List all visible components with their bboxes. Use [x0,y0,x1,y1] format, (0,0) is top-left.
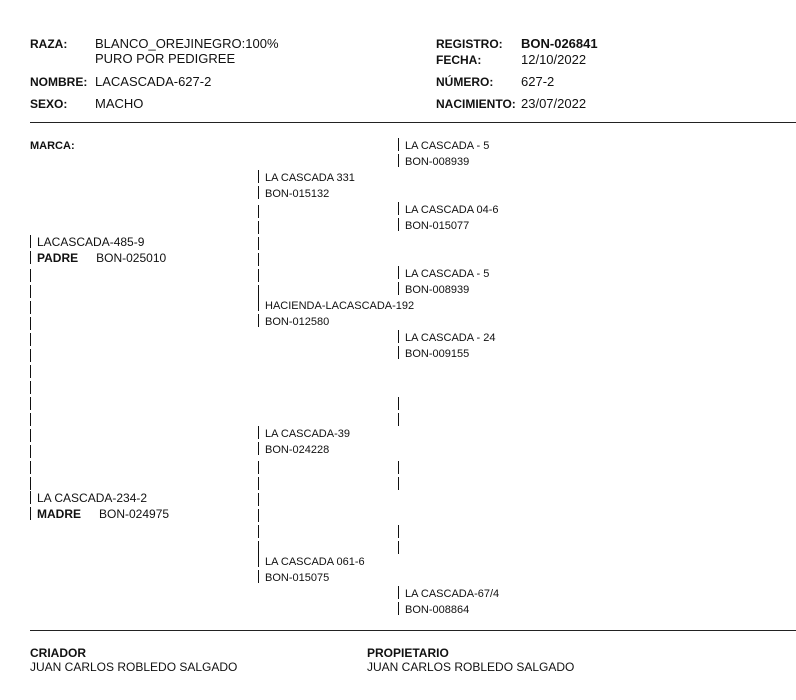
connector-bar [30,365,31,378]
ancestor-gen2-1 [258,170,355,202]
ancestor-gen3-5 [398,586,499,618]
connector-bar [30,397,31,410]
connector-bar [258,525,259,538]
ancestor-name: HACIENDA-LACASCADA-192 [265,300,415,312]
ancestor-name: LA CASCADA 331 [265,172,355,184]
raza-value-line2: PURO POR PEDIGREE [95,51,236,66]
connector-bar [30,477,31,490]
ancestor-gen3-3 [398,266,489,298]
fecha-label: FECHA: [436,53,482,67]
ancestor-gen2-3 [258,426,350,458]
footer-divider [30,630,796,631]
ancestor-name: LA CASCADA-67/4 [405,588,500,600]
connector-bar [258,205,259,218]
empty-slot-bar [398,525,399,538]
sexo-label: SEXO: [30,97,68,111]
ancestor-reg: BON-008939 [405,284,470,296]
raza-label: RAZA: [30,37,68,51]
ancestor-name: LA CASCADA - 5 [405,268,490,280]
sire-name: LACASCADA-485-9 [37,235,145,249]
ancestor-gen3-4 [398,330,496,362]
connector-bar [258,461,259,474]
ancestor-reg: BON-008939 [405,156,470,168]
ancestor-reg: BON-008864 [405,604,470,616]
ancestor-name: LA CASCADA-39 [265,428,350,440]
nacimiento-label: NACIMIENTO: [436,97,516,111]
empty-slot-bar [398,461,399,474]
ancestor-reg: BON-015077 [405,220,470,232]
connector-bar [30,461,31,474]
ancestor-name: LA CASCADA 061-6 [265,556,365,568]
sire-label: PADRE [37,251,79,265]
connector-bar [30,429,31,442]
criador-label: CRIADOR [30,646,86,660]
connector-bar [30,381,31,394]
connector-bar [258,541,259,554]
connector-bar [30,285,31,298]
propietario-value: JUAN CARLOS ROBLEDO SALGADO [367,660,575,674]
ancestor-reg: BON-009155 [405,348,470,360]
ancestor-reg: BON-012580 [265,316,330,328]
ancestor-reg: BON-015132 [265,188,330,200]
connector-bar [30,349,31,362]
nacimiento-value: 23/07/2022 [521,96,587,111]
empty-slot-bar [398,541,399,554]
registro-label: REGISTRO: [436,37,503,51]
dam [30,490,169,522]
header-divider [30,122,796,123]
connector-bar [30,317,31,330]
ancestor-reg: BON-024228 [265,444,330,456]
nombre-value: LACASCADA-627-2 [95,74,212,89]
ancestor-name: LA CASCADA - 24 [405,332,496,344]
connector-bar [30,413,31,426]
connector-bar [30,333,31,346]
connector-bar [30,301,31,314]
dam-label: MADRE [37,507,81,521]
empty-slot-bar [398,397,399,410]
connector-bar [258,237,259,250]
marca-label: MARCA: [30,140,75,152]
connector-bar [258,253,259,266]
sire-reg: BON-025010 [96,251,167,265]
raza-value-line1: BLANCO_OREJINEGRO:100% [95,36,279,51]
connector-bar [258,269,259,282]
connector-bar [258,493,259,506]
connector-bar [258,477,259,490]
connector-bar [258,509,259,522]
propietario-label: PROPIETARIO [367,646,449,660]
criador-value: JUAN CARLOS ROBLEDO SALGADO [30,660,238,674]
ancestor-gen2-4 [258,554,365,586]
numero-value: 627-2 [521,74,555,89]
dam-name: LA CASCADA-234-2 [37,491,148,505]
connector-bar [258,221,259,234]
connector-bar [30,269,31,282]
sexo-value: MACHO [95,96,144,111]
ancestor-gen3-2 [398,202,499,234]
fecha-value: 12/10/2022 [521,52,587,67]
sire [30,234,166,266]
ancestor-name: LA CASCADA - 5 [405,140,490,152]
empty-slot-bar [398,413,399,426]
ancestor-reg: BON-015075 [265,572,330,584]
ancestor-gen2-2 [258,298,414,330]
nombre-label: NOMBRE: [30,75,88,89]
numero-label: NÚMERO: [436,75,494,89]
dam-reg: BON-024975 [99,507,170,521]
connector-bar [258,285,259,298]
registro-value: BON-026841 [521,36,598,51]
connector-bar [30,445,31,458]
ancestor-name: LA CASCADA 04-6 [405,204,499,216]
empty-slot-bar [398,477,399,490]
ancestor-gen3-1 [398,138,489,170]
